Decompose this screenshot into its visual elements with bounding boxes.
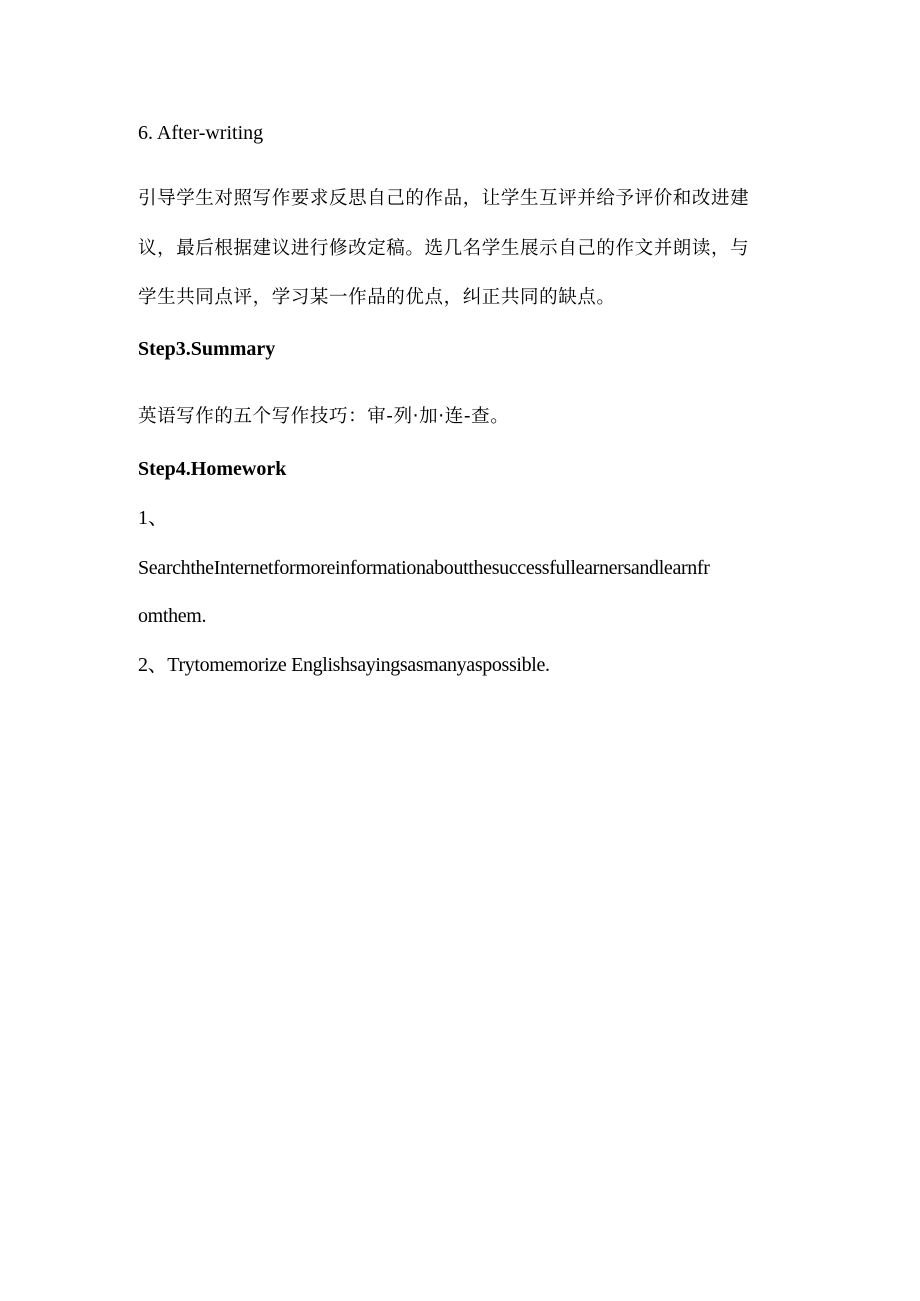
summary-text: 英语写作的五个写作技巧：审-列·加·连-查。 bbox=[138, 406, 510, 427]
paragraph-line-1: 引导学生对照写作要求反思自己的作品，让学生互评并给予评价和改进建 bbox=[138, 188, 750, 209]
homework-item-1-line-1: SearchtheInternetformoreinformationaboutthesuccessfullearnersandlearnfr bbox=[138, 557, 710, 579]
homework-item-1-line-2: omthem. bbox=[138, 605, 207, 627]
section-heading-after-writing: 6. After-writing bbox=[138, 122, 264, 144]
paragraph-line-3: 学生共同点评，学习某一作品的优点，纠正共同的缺点。 bbox=[138, 287, 616, 308]
step3-heading: Step3.Summary bbox=[138, 338, 276, 360]
paragraph-line-2: 议，最后根据建议进行修改定稿。选几名学生展示自己的作文并朗读，与 bbox=[138, 238, 750, 259]
homework-item-2: 2、Trytomemorize Englishsayingsasmanyaspossible. bbox=[138, 654, 550, 676]
step4-heading: Step4.Homework bbox=[138, 458, 287, 480]
homework-item-1-number: 1、 bbox=[138, 507, 168, 529]
